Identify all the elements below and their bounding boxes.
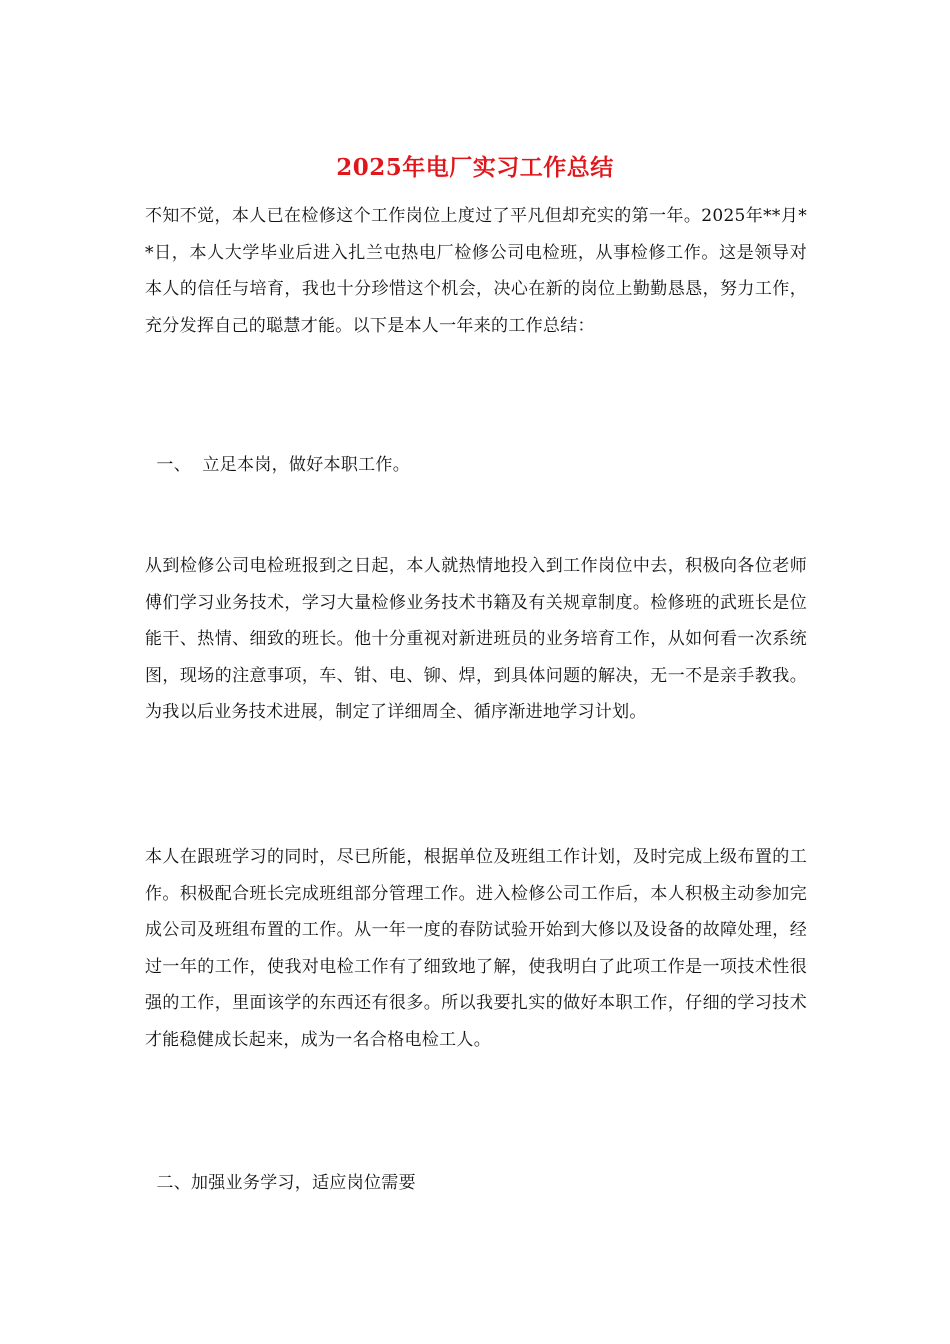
document-title: 2025年电厂实习工作总结 xyxy=(336,154,614,181)
section-1-paragraph-1: 从到检修公司电检班报到之日起，本人就热情地投入到工作岗位中去，积极向各位老师傅们学习业务技术，学习大量检修业务技术书籍及有关规章制度。检修班的武班长是位能干、热情、细致的班长。他十分重视对新进班员的业务培育工作，从如何看一次系统图，现场的注意事项，车、钳、电、铆、焊，到具体问题的解决，无一不是亲手教我。为我以后业务技术进展，制定了详细周全、循序渐进地学习计划。 xyxy=(145,556,807,722)
intro-paragraph: 不知不觉，本人已在检修这个工作岗位上度过了平凡但却充实的第一年。2025年**月**日，本人大学毕业后进入扎兰屯热电厂检修公司电检班，从事检修工作。这是领导对本人的信任与培育，我也十分珍惜这个机会，决心在新的岗位上勤勤恳恳，努力工作，充分发挥自己的聪慧才能。以下是本人一年来的工作总结： xyxy=(145,206,807,336)
section-2-heading: 二、加强业务学习，适应岗位需要 xyxy=(145,1173,416,1193)
section-1-paragraph-2: 本人在跟班学习的同时，尽已所能，根据单位及班组工作计划，及时完成上级布置的工作。积极配合班长完成班组部分管理工作。进入检修公司工作后，本人积极主动参加完成公司及班组布置的工作。从一年一度的春防试验开始到大修以及设备的故障处理，经过一年的工作，使我对电检工作有了细致地了解，使我明白了此项工作是一项技术性很强的工作，里面该学的东西还有很多。所以我要扎实的做好本职工作，仔细的学习技术才能稳健成长起来，成为一名合格电检工人。 xyxy=(145,847,807,1050)
section-1-heading: 一、 立足本岗，做好本职工作。 xyxy=(145,455,411,475)
